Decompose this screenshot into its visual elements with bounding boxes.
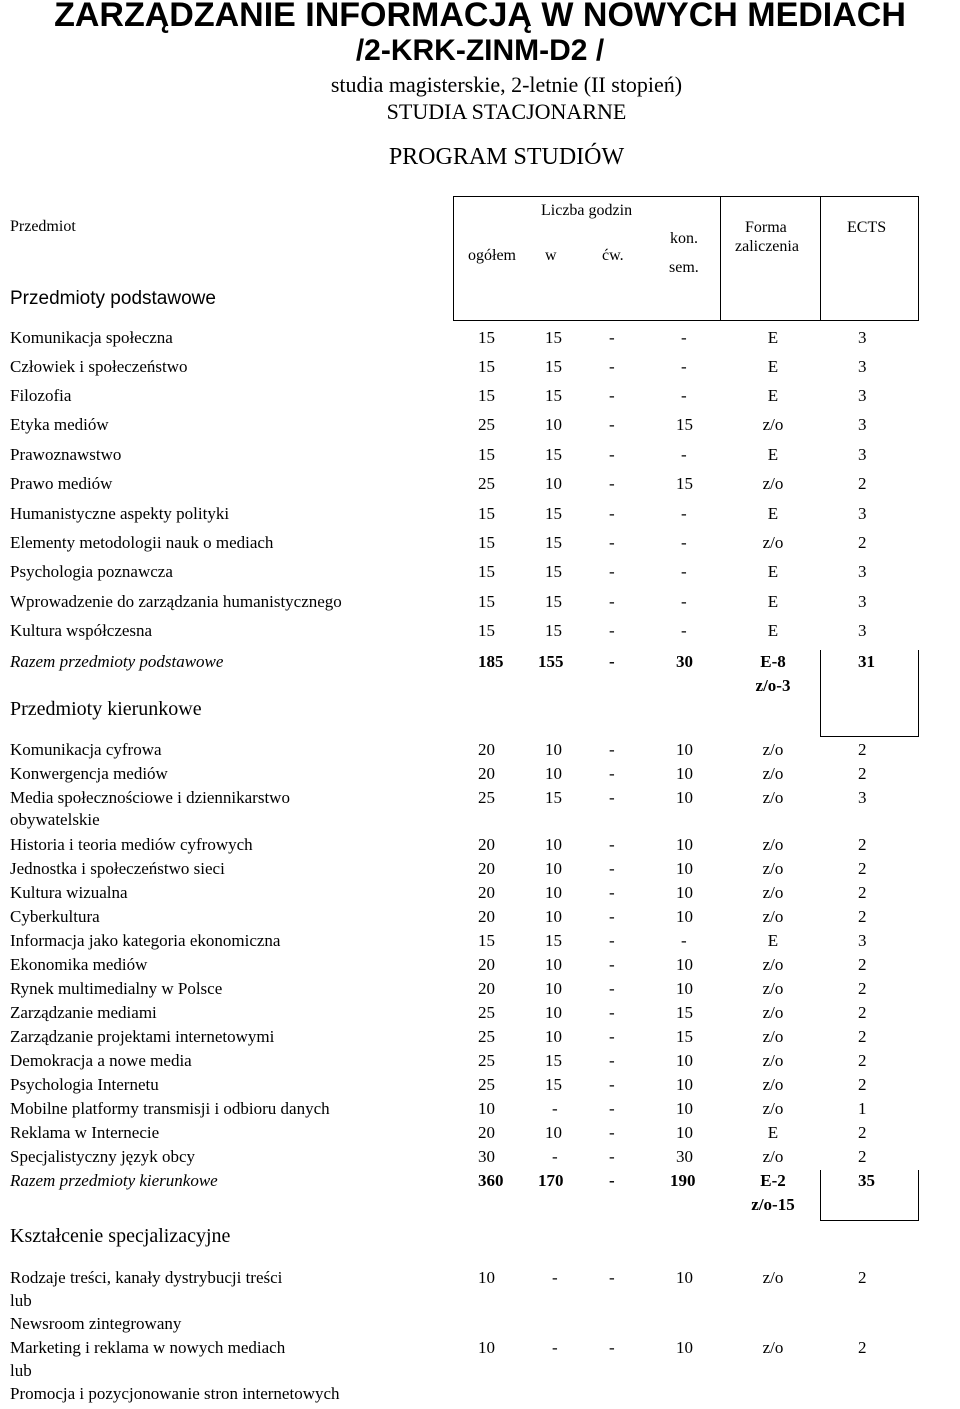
hours-lecture: 15 [545, 1075, 562, 1094]
ects-box-bottom [820, 736, 919, 737]
study-level: studia magisterskie, 2-letnie (II stopień) [330, 72, 683, 97]
total-forma-zo: z/o-15 [751, 1195, 795, 1214]
assessment-form: z/o [762, 1099, 784, 1118]
ects-points: 3 [858, 788, 867, 807]
subject-name: Psychologia Internetu [10, 1075, 159, 1094]
ects-points: 2 [858, 1027, 867, 1046]
column-header-przedmiot: Przedmiot [10, 218, 76, 235]
hours-total: 25 [478, 415, 495, 434]
subject-name: Konwergencja mediów [10, 764, 168, 783]
ects-box2-bottom [820, 1220, 919, 1221]
hours-lecture: 10 [545, 835, 562, 854]
assessment-form: z/o [762, 835, 784, 854]
hours-exercise: - [609, 883, 615, 902]
assessment-form: z/o [762, 1051, 784, 1070]
hours-lecture: 15 [545, 1051, 562, 1070]
assessment-form: z/o [762, 415, 784, 434]
hours-exercise: - [609, 979, 615, 998]
subject-name: Mobilne platformy transmisji i odbioru danych [10, 1099, 330, 1118]
subject-name: Rodzaje treści, kanały dystrybucji treści [10, 1268, 283, 1287]
table-row [0, 740, 960, 764]
hours-exercise: - [609, 835, 615, 854]
hours-total: 10 [478, 1338, 495, 1357]
subject-name: Historia i teoria mediów cyfrowych [10, 835, 253, 854]
assessment-form: E [767, 621, 779, 640]
hours-conversatory: 10 [676, 883, 693, 902]
hours-total: 20 [478, 835, 495, 854]
total-w: 155 [538, 652, 564, 671]
hours-lecture: 10 [545, 883, 562, 902]
table-row [0, 1051, 960, 1075]
hours-conversatory: 15 [676, 415, 693, 434]
podstawowe-total-row [0, 652, 960, 676]
hours-conversatory: - [681, 386, 687, 405]
ects-points: 2 [858, 1051, 867, 1070]
table-row [0, 883, 960, 907]
hours-exercise: - [609, 955, 615, 974]
assessment-form: z/o [762, 788, 784, 807]
header-right-border [918, 196, 919, 320]
hours-lecture: 15 [545, 328, 562, 347]
kierunkowe-total-row-2 [0, 1195, 960, 1219]
study-mode: STUDIA STACJONARNE [386, 99, 627, 124]
assessment-form: z/o [762, 979, 784, 998]
hours-total: 15 [478, 357, 495, 376]
hours-total: 15 [478, 592, 495, 611]
table-row [0, 386, 960, 410]
hours-lecture: 15 [545, 621, 562, 640]
table-row [0, 764, 960, 788]
total-forma-e: E-8 [760, 652, 786, 671]
ects-points: 2 [858, 1147, 867, 1166]
table-row [0, 1338, 960, 1408]
subject-name: Ekonomika mediów [10, 955, 148, 974]
total-kon: 190 [670, 1171, 696, 1190]
hours-exercise: - [609, 533, 615, 552]
hours-total: 20 [478, 764, 495, 783]
hours-total: 25 [478, 1027, 495, 1046]
assessment-form: z/o [762, 907, 784, 926]
hours-total: 20 [478, 979, 495, 998]
hours-lecture: 10 [545, 740, 562, 759]
table-row [0, 1268, 960, 1338]
hours-total: 25 [478, 788, 495, 807]
subject-name: Media społecznościowe i dziennikarstwo [10, 788, 290, 807]
subject-name: Filozofia [10, 386, 72, 405]
hours-conversatory: 10 [676, 1099, 693, 1118]
hours-conversatory: - [681, 504, 687, 523]
subject-name: Jednostka i społeczeństwo sieci [10, 859, 225, 878]
table-row [0, 1075, 960, 1099]
header-divider-ects [820, 196, 821, 320]
hours-lecture: 10 [545, 1027, 562, 1046]
ects-points: 2 [858, 835, 867, 854]
hours-conversatory: 10 [676, 1268, 693, 1287]
header-divider-left [453, 196, 454, 320]
hours-total: 20 [478, 883, 495, 902]
hours-lecture: 15 [545, 357, 562, 376]
table-row [0, 504, 960, 528]
hours-lecture: - [552, 1268, 558, 1287]
assessment-form: E [767, 357, 779, 376]
subject-name: Reklama w Internecie [10, 1123, 160, 1142]
total-forma-e: E-2 [760, 1171, 786, 1190]
hours-lecture: 10 [545, 415, 562, 434]
table-row [0, 592, 960, 616]
hours-conversatory: 10 [676, 835, 693, 854]
assessment-form: z/o [762, 1338, 784, 1357]
hours-exercise: - [609, 504, 615, 523]
table-row [0, 979, 960, 1003]
hours-exercise: - [609, 1268, 615, 1287]
hours-conversatory: 30 [676, 1147, 693, 1166]
hours-conversatory: - [681, 533, 687, 552]
subject-name: Etyka mediów [10, 415, 109, 434]
table-row [0, 621, 960, 645]
table-row [0, 1003, 960, 1027]
assessment-form: z/o [762, 740, 784, 759]
hours-conversatory: - [681, 562, 687, 581]
assessment-form: z/o [762, 1075, 784, 1094]
assessment-form: E [767, 504, 779, 523]
assessment-form: z/o [762, 1147, 784, 1166]
hours-conversatory: - [681, 931, 687, 950]
hours-lecture: 10 [545, 1123, 562, 1142]
hours-exercise: - [609, 474, 615, 493]
table-row [0, 328, 960, 352]
ects-points: 3 [858, 445, 867, 464]
hours-total: 20 [478, 740, 495, 759]
hours-lecture: 15 [545, 788, 562, 807]
subject-name: Człowiek i społeczeństwo [10, 357, 188, 376]
assessment-form: E [767, 931, 779, 950]
hours-conversatory: - [681, 621, 687, 640]
table-row [0, 562, 960, 586]
hours-lecture: 10 [545, 907, 562, 926]
table-row [0, 931, 960, 955]
hours-exercise: - [609, 328, 615, 347]
hours-lecture: - [552, 1147, 558, 1166]
column-header-zaliczenia: zaliczenia [735, 238, 799, 255]
assessment-form: E [767, 328, 779, 347]
assessment-form: E [767, 592, 779, 611]
subject-name: Specjalistyczny język obcy [10, 1147, 196, 1166]
total-ects: 35 [858, 1171, 875, 1190]
assessment-form: z/o [762, 859, 784, 878]
kierunkowe-total-row [0, 1171, 960, 1195]
table-row [0, 859, 960, 883]
hours-conversatory: - [681, 328, 687, 347]
or-label: lub [10, 1291, 32, 1310]
hours-conversatory: 10 [676, 788, 693, 807]
hours-total: 15 [478, 621, 495, 640]
assessment-form: z/o [762, 1027, 784, 1046]
hours-exercise: - [609, 357, 615, 376]
or-label: lub [10, 1361, 32, 1380]
hours-conversatory: 10 [676, 1338, 693, 1357]
hours-total: 15 [478, 445, 495, 464]
hours-lecture: 15 [545, 931, 562, 950]
column-header-cw: ćw. [602, 247, 624, 264]
column-header-liczba-godzin: Liczba godzin [541, 202, 633, 219]
subject-name: Humanistyczne aspekty polityki [10, 504, 230, 523]
hours-exercise: - [609, 1075, 615, 1094]
hours-exercise: - [609, 592, 615, 611]
total-forma-zo: z/o-3 [755, 676, 791, 695]
program-heading: PROGRAM STUDIÓW [388, 144, 625, 170]
hours-exercise: - [609, 1027, 615, 1046]
table-row [0, 835, 960, 859]
hours-exercise: - [609, 1051, 615, 1070]
total-label: Razem przedmioty kierunkowe [10, 1171, 218, 1190]
column-header-ects: ECTS [847, 219, 887, 236]
hours-conversatory: 10 [676, 740, 693, 759]
subject-name: Informacja jako kategoria ekonomiczna [10, 931, 281, 950]
subject-name: Kultura wizualna [10, 883, 128, 902]
hours-exercise: - [609, 859, 615, 878]
hours-conversatory: 10 [676, 955, 693, 974]
hours-total: 15 [478, 328, 495, 347]
hours-lecture: 15 [545, 562, 562, 581]
section-heading-podstawowe: Przedmioty podstawowe [10, 288, 216, 309]
hours-total: 20 [478, 1123, 495, 1142]
assessment-form: E [767, 386, 779, 405]
hours-total: 15 [478, 533, 495, 552]
ects-points: 2 [858, 955, 867, 974]
table-row [0, 1027, 960, 1051]
ects-box2-left [820, 1170, 821, 1220]
total-kon: 30 [676, 652, 693, 671]
total-ects: 31 [858, 652, 875, 671]
subject-name: Demokracja a nowe media [10, 1051, 192, 1070]
ects-points: 2 [858, 1123, 867, 1142]
subject-alternative: Newsroom zintegrowany [10, 1314, 182, 1333]
assessment-form: z/o [762, 764, 784, 783]
hours-exercise: - [609, 1099, 615, 1118]
hours-lecture: 10 [545, 764, 562, 783]
total-cw: - [609, 1171, 615, 1190]
hours-total: 15 [478, 386, 495, 405]
subject-name: Kultura współczesna [10, 621, 153, 640]
total-ogolem: 360 [478, 1171, 504, 1190]
subject-alternative: Promocja i pozycjonowanie stron internetowych [10, 1384, 340, 1403]
program-code: /2-KRK-ZINM-D2 / [355, 34, 605, 67]
hours-conversatory: 10 [676, 1123, 693, 1142]
table-row [0, 474, 960, 498]
hours-conversatory: 15 [676, 1003, 693, 1022]
ects-points: 3 [858, 328, 867, 347]
table-row [0, 533, 960, 557]
hours-total: 10 [478, 1268, 495, 1287]
ects-points: 2 [858, 883, 867, 902]
hours-total: 25 [478, 474, 495, 493]
column-header-kon: kon. [670, 230, 698, 247]
hours-lecture: 15 [545, 445, 562, 464]
ects-top-border [820, 196, 918, 197]
hours-conversatory: 10 [676, 764, 693, 783]
subject-name: Elementy metodologii nauk o mediach [10, 533, 274, 552]
ects-points: 1 [858, 1099, 867, 1118]
section-heading-specjalizacyjne: Kształcenie specjalizacyjne [10, 1225, 231, 1247]
ects-points: 2 [858, 907, 867, 926]
table-row [0, 357, 960, 381]
hours-exercise: - [609, 788, 615, 807]
ects-box-right [918, 650, 919, 736]
ects-points: 3 [858, 592, 867, 611]
hours-total: 15 [478, 562, 495, 581]
table-row [0, 1147, 960, 1171]
hours-exercise: - [609, 764, 615, 783]
subject-name: Komunikacja społeczna [10, 328, 173, 347]
ects-points: 2 [858, 1268, 867, 1287]
assessment-form: z/o [762, 883, 784, 902]
ects-points: 2 [858, 979, 867, 998]
subject-name: Marketing i reklama w nowych mediach [10, 1338, 286, 1357]
hours-lecture: - [552, 1338, 558, 1357]
table-row [0, 955, 960, 979]
hours-conversatory: - [681, 357, 687, 376]
hours-conversatory: - [681, 445, 687, 464]
ects-points: 3 [858, 931, 867, 950]
ects-box2-right [918, 1170, 919, 1220]
subject-name: Wprowadzenie do zarządzania humanistycznego [10, 592, 342, 611]
header-top-border [453, 196, 820, 197]
hours-lecture: 15 [545, 504, 562, 523]
hours-conversatory: 10 [676, 979, 693, 998]
assessment-form: E [767, 562, 779, 581]
hours-lecture: 10 [545, 979, 562, 998]
hours-conversatory: 10 [676, 859, 693, 878]
subject-name: Komunikacja cyfrowa [10, 740, 162, 759]
hours-conversatory: 10 [676, 1051, 693, 1070]
ects-points: 2 [858, 1003, 867, 1022]
ects-points: 2 [858, 740, 867, 759]
table-row [0, 907, 960, 931]
hours-lecture: 15 [545, 386, 562, 405]
hours-conversatory: 10 [676, 1075, 693, 1094]
hours-conversatory: 15 [676, 1027, 693, 1046]
subject-name-cont: obywatelskie [10, 810, 100, 829]
ects-points: 3 [858, 357, 867, 376]
subject-name: Zarządzanie mediami [10, 1003, 157, 1022]
column-header-forma: Forma [745, 219, 787, 236]
section-heading-kierunkowe: Przedmioty kierunkowe [10, 698, 202, 720]
table-row [0, 1099, 960, 1123]
hours-exercise: - [609, 415, 615, 434]
table-row [0, 1123, 960, 1147]
hours-lecture: 15 [545, 533, 562, 552]
hours-exercise: - [609, 907, 615, 926]
ects-points: 3 [858, 562, 867, 581]
assessment-form: z/o [762, 955, 784, 974]
hours-total: 30 [478, 1147, 495, 1166]
hours-total: 15 [478, 931, 495, 950]
document-title: ZARZĄDZANIE INFORMACJĄ W NOWYCH MEDIACH [54, 0, 906, 34]
subject-name: Prawoznawstwo [10, 445, 122, 464]
hours-total: 20 [478, 859, 495, 878]
table-row [0, 415, 960, 439]
ects-box-left [820, 650, 821, 736]
ects-points: 2 [858, 1075, 867, 1094]
table-row [0, 788, 960, 829]
hours-conversatory: 10 [676, 907, 693, 926]
hours-conversatory: - [681, 592, 687, 611]
column-header-ogolem: ogółem [468, 247, 516, 264]
assessment-form: E [767, 445, 779, 464]
hours-total: 25 [478, 1075, 495, 1094]
subject-name: Cyberkultura [10, 907, 100, 926]
assessment-form: E [767, 1123, 779, 1142]
subject-name: Zarządzanie projektami internetowymi [10, 1027, 275, 1046]
subject-name: Prawo mediów [10, 474, 113, 493]
total-cw: - [609, 652, 615, 671]
subject-name: Psychologia poznawcza [10, 562, 173, 581]
hours-lecture: 10 [545, 955, 562, 974]
hours-exercise: - [609, 1123, 615, 1142]
column-header-w: w [545, 247, 557, 264]
header-bottom-border [453, 320, 919, 321]
hours-exercise: - [609, 1003, 615, 1022]
hours-conversatory: 15 [676, 474, 693, 493]
ects-points: 3 [858, 386, 867, 405]
subject-name: Rynek multimedialny w Polsce [10, 979, 223, 998]
podstawowe-total-row-2 [0, 676, 960, 700]
hours-exercise: - [609, 386, 615, 405]
hours-lecture: - [552, 1099, 558, 1118]
hours-total: 25 [478, 1003, 495, 1022]
ects-points: 2 [858, 1338, 867, 1357]
assessment-form: z/o [762, 1003, 784, 1022]
hours-exercise: - [609, 562, 615, 581]
ects-points: 2 [858, 764, 867, 783]
ects-points: 3 [858, 621, 867, 640]
hours-lecture: 15 [545, 592, 562, 611]
hours-total: 20 [478, 955, 495, 974]
hours-exercise: - [609, 1338, 615, 1357]
assessment-form: z/o [762, 474, 784, 493]
hours-total: 25 [478, 1051, 495, 1070]
ects-points: 3 [858, 504, 867, 523]
hours-exercise: - [609, 931, 615, 950]
table-row [0, 445, 960, 469]
hours-total: 10 [478, 1099, 495, 1118]
hours-exercise: - [609, 740, 615, 759]
column-header-sem: sem. [669, 259, 699, 276]
hours-exercise: - [609, 621, 615, 640]
total-w: 170 [538, 1171, 564, 1190]
hours-total: 15 [478, 504, 495, 523]
assessment-form: z/o [762, 533, 784, 552]
hours-exercise: - [609, 445, 615, 464]
ects-points: 2 [858, 859, 867, 878]
ects-points: 2 [858, 474, 867, 493]
hours-lecture: 10 [545, 474, 562, 493]
hours-lecture: 10 [545, 859, 562, 878]
hours-lecture: 10 [545, 1003, 562, 1022]
header-divider-forma [720, 196, 721, 320]
assessment-form: z/o [762, 1268, 784, 1287]
ects-points: 3 [858, 415, 867, 434]
total-label: Razem przedmioty podstawowe [10, 652, 224, 671]
total-ogolem: 185 [478, 652, 504, 671]
hours-total: 20 [478, 907, 495, 926]
hours-exercise: - [609, 1147, 615, 1166]
ects-points: 2 [858, 533, 867, 552]
